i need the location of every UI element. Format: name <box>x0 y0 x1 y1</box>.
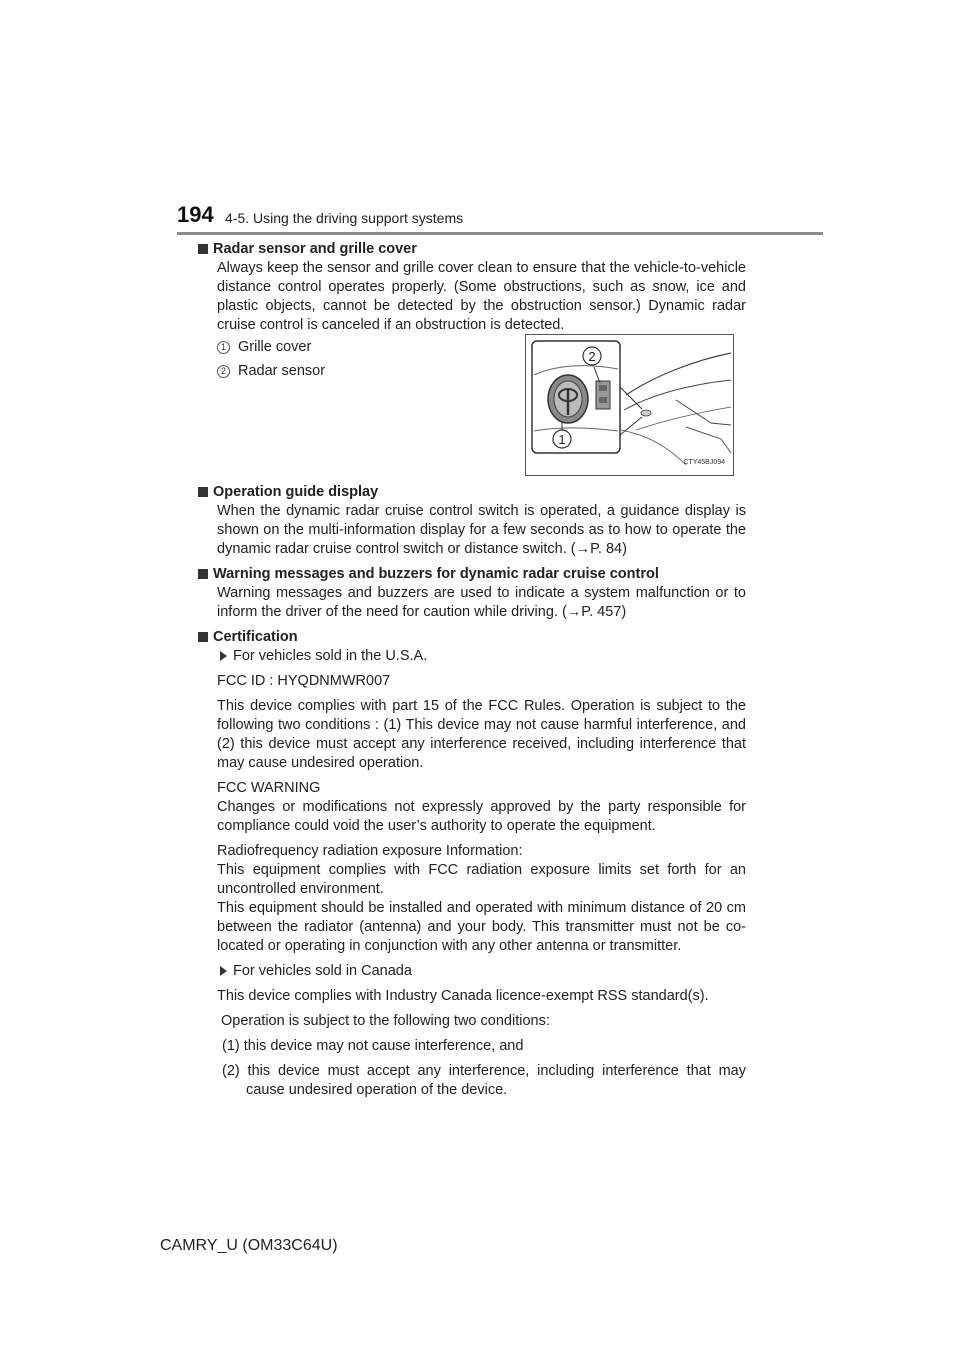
square-bullet-icon <box>198 632 208 642</box>
square-bullet-icon <box>198 569 208 579</box>
car-front-illustration <box>525 334 734 476</box>
header-divider <box>177 232 823 235</box>
canada-text: This device complies with Industry Canada licence-exempt RSS standard(s). <box>217 988 709 1004</box>
legend-radar-sensor: 2 Radar sensor <box>217 362 325 381</box>
radar-heading: Radar sensor and grille cover <box>198 240 746 259</box>
number-circle-icon: 1 <box>217 341 230 354</box>
guide-heading: Operation guide display <box>198 483 746 502</box>
section-title: 4-5. Using the driving support systems <box>225 210 464 226</box>
number-circle-icon: 2 <box>217 365 230 378</box>
fcc-id: FCC ID : HYQDNMWR007 <box>217 673 391 689</box>
fcc-warning-text: Changes or modifications not expressly approved by the party responsible for compliance could void the user’s authority to operate the equipment. <box>217 799 746 834</box>
svg-text:1: 1 <box>558 432 566 447</box>
svg-text:2: 2 <box>588 349 596 364</box>
rf-text-1: This equipment complies with FCC radiation exposure limits set forth for an uncontrolled environment. <box>217 862 746 897</box>
page-content <box>198 240 746 1100</box>
fcc-warning-title: FCC WARNING <box>217 780 321 796</box>
canada-label: For vehicles sold in Canada <box>217 962 746 981</box>
page-number: 194 <box>177 202 214 227</box>
canada-conditions <box>222 1037 746 1100</box>
figure-code: CTY45BJ094 <box>683 459 725 466</box>
page-header <box>177 202 823 234</box>
square-bullet-icon <box>198 244 208 254</box>
usa-label: For vehicles sold in the U.S.A. <box>217 647 746 666</box>
rf-title: Radiofrequency radiation exposure Information: <box>217 843 523 859</box>
usa-text: This device complies with part 15 of the FCC Rules. Operation is subject to the following two conditions : (1) This device may not cause harmful interference, and (2) this device must accept any interference received, including interference that may cause undesired operation. <box>217 698 746 771</box>
list-item: (2) this device must accept any interference, including interference that may cause undesired operation of the device. <box>222 1063 746 1098</box>
triangle-bullet-icon <box>220 651 227 661</box>
rf-text-2: This equipment should be installed and operated with minimum distance of 20 cm between the radiator (antenna) and your body. This transmitter must not be co-located or operating in conjunction with any other antenna or transmitter. <box>217 900 746 954</box>
cert-heading: Certification <box>198 628 746 647</box>
square-bullet-icon <box>198 487 208 497</box>
radar-text: Always keep the sensor and grille cover clean to ensure that the vehicle-to-vehicle distance control operates properly. (Some obstructions, such as snow, ice and plastic objects, cannot be detected by the obstruction sensor.) Dynamic radar cruise control is canceled if an obstruction is detected. <box>217 260 746 333</box>
triangle-bullet-icon <box>220 966 227 976</box>
canada-intro: Operation is subject to the following two conditions: <box>221 1013 550 1029</box>
warning-text: Warning messages and buzzers are used to indicate a system malfunction or to inform the driver of the need for caution while driving. (→P. 457) <box>217 585 746 620</box>
radar-figure-area <box>217 335 746 483</box>
legend-grille-cover: 1 Grille cover <box>217 338 311 357</box>
warning-heading: Warning messages and buzzers for dynamic radar cruise control <box>198 565 746 584</box>
guide-text: When the dynamic radar cruise control switch is operated, a guidance display is shown on the multi-information display for a few seconds as to how to operate the dynamic radar cruise control switch or distance switch. (→P. 84) <box>217 503 746 557</box>
list-item: (1) this device may not cause interference, and <box>222 1038 524 1054</box>
footer-model-code: CAMRY_U (OM33C64U) <box>160 1237 338 1254</box>
